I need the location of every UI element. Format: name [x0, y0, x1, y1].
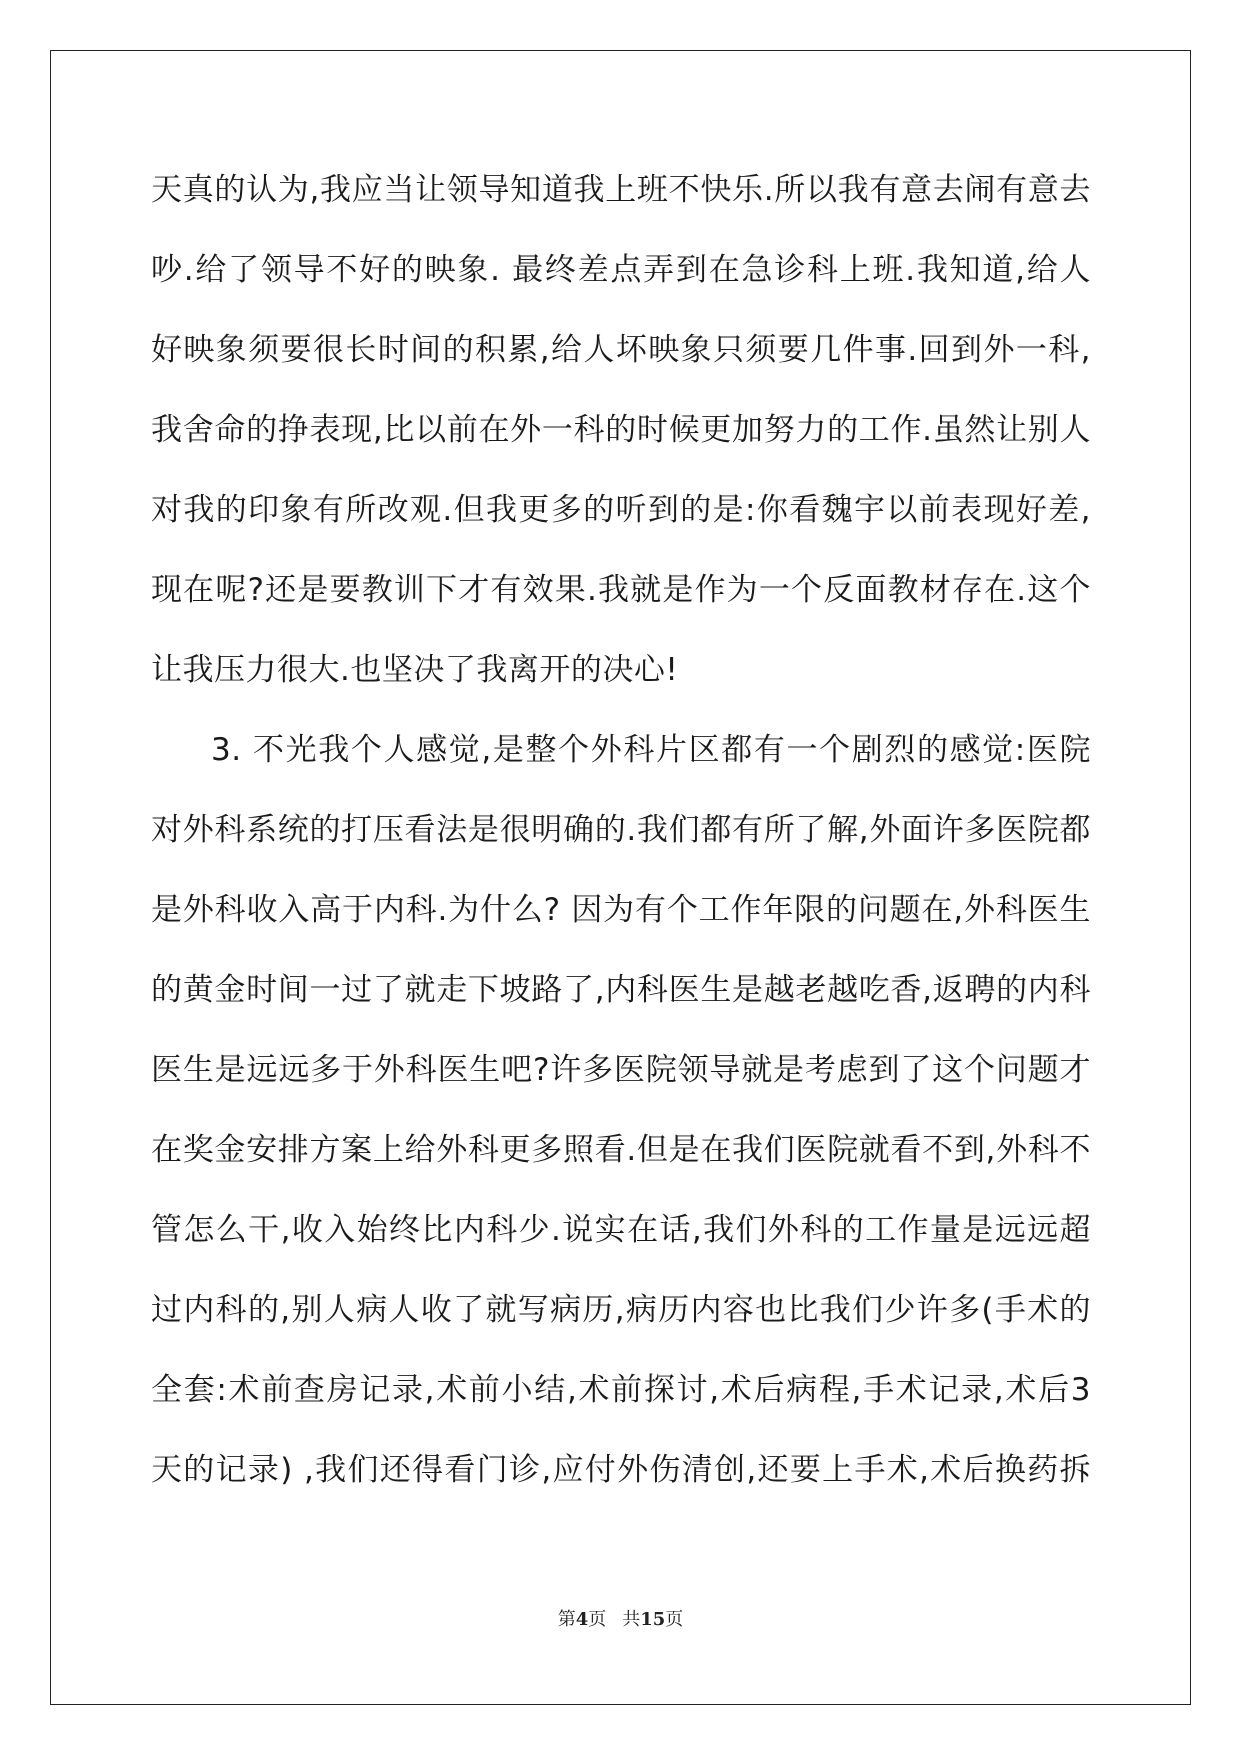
page-footer	[0, 1605, 1241, 1631]
body-line: 让我压力很大.也坚决了我离开的决心!	[151, 652, 679, 688]
footer-page-number: 4	[575, 1609, 589, 1630]
body-line: 好映象须要很长时间的积累,给人坏映象只须要几件事.回到外一科,	[151, 332, 1091, 368]
footer-total-prefix: 共	[622, 1609, 641, 1630]
body-line: 我舍命的挣表现,比以前在外一科的时候更加努力的工作.虽然让别人	[151, 412, 1091, 448]
body-line: 过内科的,别人病人收了就写病历,病历内容也比我们少许多(手术的	[151, 1292, 1091, 1328]
footer-page-suffix: 页	[588, 1609, 607, 1630]
body-line: 天真的认为,我应当让领导知道我上班不快乐.所以我有意去闹有意去	[151, 172, 1091, 208]
body-line: 在奖金安排方案上给外科更多照看.但是在我们医院就看不到,外科不	[151, 1132, 1091, 1168]
body-line: 的黄金时间一过了就走下坡路了,内科医生是越老越吃香,返聘的内科	[151, 972, 1091, 1008]
body-line: 天的记录) ,我们还得看门诊,应付外伤清创,还要上手术,术后换药拆	[151, 1452, 1091, 1488]
footer-total-pages: 15	[640, 1609, 666, 1630]
body-line: 对外科系统的打压看法是很明确的.我们都有所了解,外面许多医院都	[151, 812, 1091, 848]
body-line: 医生是远远多于外科医生吧?许多医院领导就是考虑到了这个问题才	[151, 1052, 1091, 1088]
body-line: 现在呢?还是要教训下才有效果.我就是作为一个反面教材存在.这个	[151, 572, 1091, 608]
document-body	[151, 160, 1091, 1520]
body-line: 是外科收入高于内科.为什么? 因为有个工作年限的问题在,外科医生	[151, 892, 1091, 928]
body-line: 吵.给了领导不好的映象. 最终差点弄到在急诊科上班.我知道,给人	[151, 252, 1091, 288]
footer-page-prefix: 第	[557, 1609, 576, 1630]
body-line: 对我的印象有所改观.但我更多的听到的是:你看魏宇以前表现好差,	[151, 492, 1091, 528]
paragraph-start-line: 3. 不光我个人感觉,是整个外科片区都有一个剧烈的感觉:医院	[211, 732, 1091, 768]
body-line: 全套:术前查房记录,术前小结,术前探讨,术后病程,手术记录,术后3	[151, 1372, 1091, 1408]
body-line: 管怎么干,收入始终比内科少.说实在话,我们外科的工作量是远远超	[151, 1212, 1091, 1248]
footer-total-suffix: 页	[665, 1609, 684, 1630]
